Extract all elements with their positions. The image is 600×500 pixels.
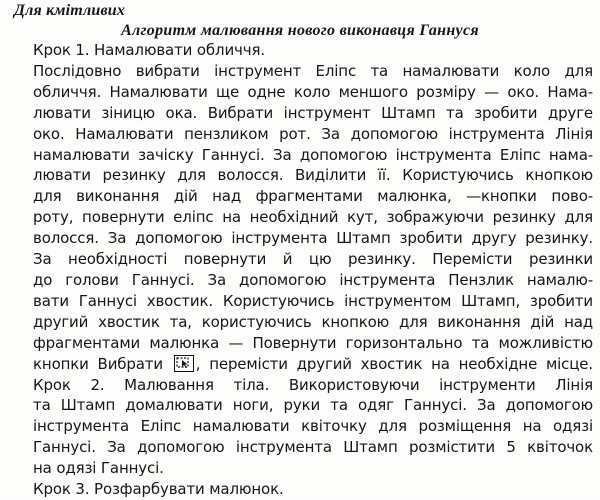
text-line: на одязі Ганнусі. bbox=[33, 459, 164, 478]
text-line: намалювати зачіску Ганнусі. За допомогою інструмента Еліпс нама- bbox=[33, 145, 593, 164]
algorithm-title: Алгоритм малювання нового виконавця Ганнуся bbox=[121, 22, 479, 39]
select-text-before: кнопки Вибрати bbox=[33, 354, 163, 373]
step-3-line: Крок 3. Розфарбувати малюнок. bbox=[33, 480, 284, 499]
text-line: вати Ганнусі хвостик. Користуючись інструментом Штамп, зробити bbox=[33, 291, 593, 310]
text-line: обличчя. Намалювати ще одне коло меншого розміру — око. Нама- bbox=[33, 82, 593, 101]
text-line: до голови Ганнусі. За допомогою інструмента Пензлик намалю- bbox=[33, 270, 593, 289]
text-line: інструмента Еліпс намалювати квіточку для розміщення на одязі bbox=[33, 417, 593, 436]
select-text-after: , перемісти другий хвостик на необхідне місце. bbox=[195, 354, 593, 373]
text-line: око. Намалювати пензликом рот. За допомогою інструмента Лінія bbox=[33, 124, 593, 143]
select-tool-icon bbox=[174, 355, 194, 372]
text-line: лювати зіницю ока. Вибрати інструмент Штамп та зробити друге bbox=[33, 103, 593, 122]
text-line: За необхідності повернути й цю резинку. Перемісти резинки bbox=[33, 250, 593, 269]
text-line: для виконання дій над фрагментами малюнка, —кнопки пово- bbox=[33, 187, 593, 206]
step-2-line: Крок 2. Малювання тіла. Використовуючи інструменти Лінія bbox=[33, 375, 593, 394]
section-header: Для кмітливих bbox=[14, 2, 126, 19]
algorithm-body bbox=[33, 40, 593, 500]
text-line-with-icon bbox=[33, 354, 593, 375]
text-line: лювати резинку для волосся. Виділити її. Користуючись кнопкою bbox=[33, 166, 593, 185]
text-line: другий хвостик та, користуючись кнопкою для виконання дій над bbox=[33, 312, 593, 331]
text-line: та Штамп домалювати ноги, руки та одяг Ганнусі. За допомогою bbox=[33, 396, 593, 415]
text-line: волосся. За допомогою інструмента Штамп зробити другу резинку. bbox=[33, 229, 593, 248]
text-line: Послідовно вибрати інструмент Еліпс та намалювати коло для bbox=[33, 61, 593, 80]
step-1-heading: Крок 1. Намалювати обличчя. bbox=[33, 41, 265, 59]
text-line: фрагментами малюнка — Повернути горизонтально та можливістю bbox=[33, 333, 593, 352]
text-line: роту, повернути еліпс на необхідний кут, зображуючи резинку для bbox=[33, 208, 593, 227]
text-line: Ганнусі. За допомогою інструмента Штамп розмістити 5 квіточок bbox=[33, 438, 593, 457]
